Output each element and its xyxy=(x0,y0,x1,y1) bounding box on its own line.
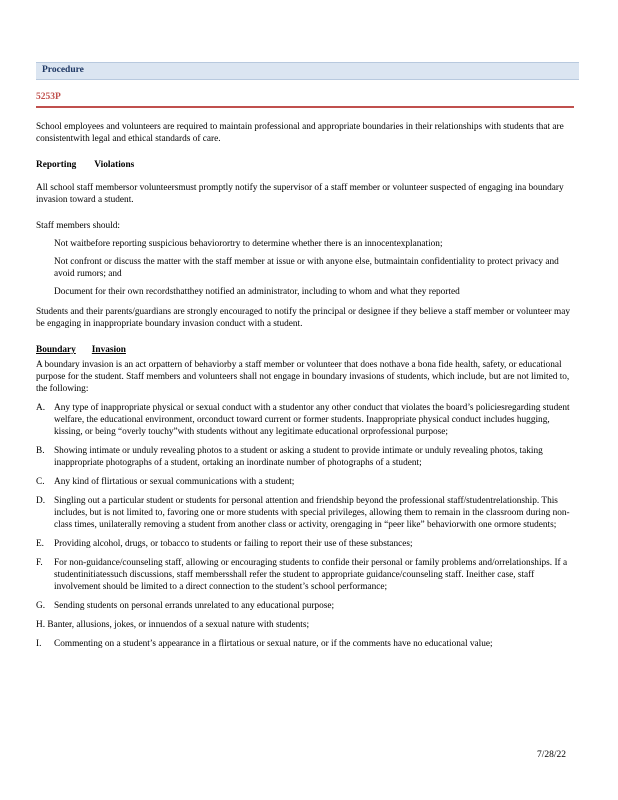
document-body xyxy=(36,121,574,657)
list-item-text: Sending students on personal errands unrelated to any educational purpose; xyxy=(54,601,335,611)
list-item xyxy=(36,600,574,612)
boundary-definition: A boundary invasion is an act orpattern of behaviorby a staff member or volunteer that does nothave a bona fide health, safety, or educational purpose for the student. Staff members and volunteers shall not engage in boundary invasions of students, which include, but are not limited to, the following: xyxy=(36,360,570,394)
list-item xyxy=(36,495,574,531)
list-item xyxy=(36,638,574,650)
list-item-label: B. xyxy=(36,446,45,456)
bullet-item xyxy=(36,238,574,250)
list-item-text: Providing alcohol, drugs, or tobacco to students or failing to report their use of these substances; xyxy=(54,539,413,549)
staff-should-label: Staff members should: xyxy=(36,221,121,231)
section-label: Procedure xyxy=(42,65,84,75)
reporting-heading-word: Reporting xyxy=(36,160,77,170)
bullet-text: Not confront or discuss the matter with the staff member at issue or with anyone else, butmaintain confidentiality to protect privacy and avoid rumors; and xyxy=(54,257,559,279)
boundary-heading xyxy=(36,344,574,356)
intro-paragraph: School employees and volunteers are required to maintain professional and appropriate boundaries in their relationships with students that are consistentwith legal and ethical standards of care. xyxy=(36,122,564,144)
policy-code: 5253P xyxy=(36,92,61,102)
list-item-text: Singling out a particular student or students for personal attention and friendship beyond the professional staff/studentrelationship. This includes, but is not limited to, favoring one or more students with special privileges, allowing them to remain in the classroom during non-class times, unilaterally removing a student from another class or activity, orengaging in “peer like” behaviorwith one ormore students; xyxy=(54,496,570,530)
bullet-item xyxy=(36,256,574,280)
bullet-text: Document for their own recordsthatthey notified an administrator, including to whom and what they reported xyxy=(54,287,460,297)
list-item-h: H. Banter, allusions, jokes, or innuendos of a sexual nature with students; xyxy=(36,620,310,630)
list-item-label: F. xyxy=(36,558,43,568)
list-item xyxy=(36,557,574,593)
list-item-text: Any kind of flirtatious or sexual communications with a student; xyxy=(54,477,295,487)
list-item xyxy=(36,476,574,488)
list-item-label: I. xyxy=(36,639,42,649)
list-item-text: Any type of inappropriate physical or sexual conduct with a studentor any other conduct that violates the board’s policiesregarding student welfare, the educational environment, orconduct toward current or former students. Inappropriate physical conduct includes hugging, kissing, or being “overly touchy”with students without any legitimate educational orprofessional purpose; xyxy=(54,403,570,437)
list-item-text: For non-guidance/counseling staff, allowing or encouraging students to confide their personal or family problems and/orrelationships. If a studentinitiatessuch discussions, staff membersshall refer the student to appropriate guidance/counseling staff. Ineither case, staff involvement should be limited to a direct connection to the student’s school performance; xyxy=(54,558,568,592)
bullet-item xyxy=(36,286,574,298)
list-item xyxy=(36,538,574,550)
invasion-heading-word: Invasion xyxy=(91,345,126,355)
list-item xyxy=(36,402,574,438)
reporting-paragraph: All school staff membersor volunteersmust promptly notify the supervisor of a staff member or volunteer suspected of engaging ina boundary invasion toward a student. xyxy=(36,183,564,205)
code-divider xyxy=(36,106,574,108)
procedure-header-bar xyxy=(36,62,579,80)
list-item xyxy=(36,445,574,469)
boundary-heading-word: Boundary xyxy=(36,345,76,355)
list-item-label: E. xyxy=(36,539,45,549)
list-item-label: A. xyxy=(36,403,46,413)
list-item-label: G. xyxy=(36,601,46,611)
reporting-heading xyxy=(36,159,574,171)
violations-heading-word: Violations xyxy=(94,160,135,170)
bullet-text: Not waitbefore reporting suspicious behaviorortry to determine whether there is an innocentexplanation; xyxy=(54,239,443,249)
list-item-label: C. xyxy=(36,477,45,487)
list-item-text: Commenting on a student’s appearance in a flirtatious or sexual nature, or if the comments have no educational value; xyxy=(54,639,493,649)
list-item-label: D. xyxy=(36,496,46,506)
list-item-text: Showing intimate or unduly revealing photos to a student or asking a student to provide intimate or unduly revealing photos, taking inappropriate photographs of a student, ortaking an inordinate number of photographs of a student; xyxy=(54,446,543,468)
footer-date: 7/28/22 xyxy=(537,750,567,760)
students-paragraph: Students and their parents/guardians are strongly encouraged to notify the principal or designee if they believe a staff member or volunteer may be engaging in inappropriate boundary invasion conduct with a student. xyxy=(36,307,570,329)
